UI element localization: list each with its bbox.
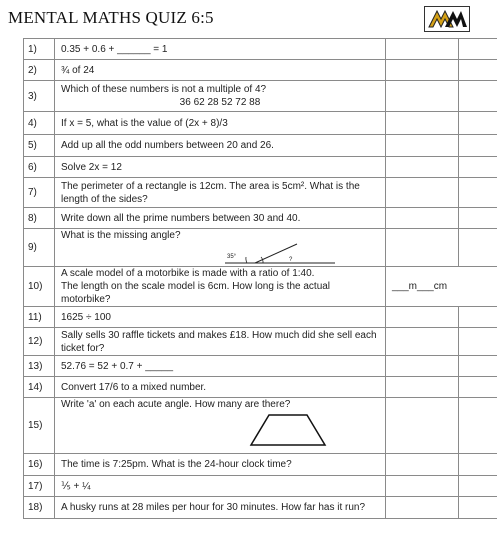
answer-cell[interactable]	[386, 307, 459, 328]
table-row	[24, 60, 497, 81]
question-number: 5)	[24, 135, 55, 157]
table-row	[24, 208, 497, 229]
question-number: 6)	[24, 157, 55, 178]
answer-cell[interactable]	[386, 178, 459, 208]
mark-cell[interactable]	[459, 178, 497, 208]
mark-cell[interactable]	[459, 307, 497, 328]
mark-cell[interactable]	[459, 229, 497, 267]
table-row	[24, 157, 497, 178]
answer-cell[interactable]	[386, 81, 459, 112]
mark-cell[interactable]	[459, 157, 497, 178]
table-row	[24, 328, 497, 356]
mark-cell[interactable]	[459, 60, 497, 81]
missing-angle-label: ?	[289, 257, 293, 263]
question-text: ¾ of 24	[55, 60, 386, 81]
question-number: 11)	[24, 307, 55, 328]
question-text: The time is 7:25pm. What is the 24-hour clock time?	[55, 454, 386, 476]
question-text: Add up all the odd numbers between 20 and 26.	[55, 135, 386, 157]
question-text: 52.76 = 52 + 0.7 + _____	[55, 356, 386, 377]
table-row	[24, 454, 497, 476]
table-row	[24, 39, 497, 60]
question-cell	[55, 81, 386, 112]
table-row	[24, 476, 497, 497]
answer-cell[interactable]	[386, 497, 459, 519]
question-number: 18)	[24, 497, 55, 519]
question-text: Convert 17/6 to a mixed number.	[55, 377, 386, 398]
question-cell	[55, 229, 386, 267]
table-row	[24, 356, 497, 377]
mark-cell[interactable]	[459, 356, 497, 377]
mark-cell[interactable]	[459, 39, 497, 60]
mark-cell[interactable]	[459, 377, 497, 398]
table-row	[24, 377, 497, 398]
table-row	[24, 497, 497, 519]
mark-cell[interactable]	[459, 398, 497, 454]
question-text: 0.35 + 0.6 + ______ = 1	[55, 39, 386, 60]
question-number: 15)	[24, 398, 55, 454]
question-text: Write 'a' on each acute angle. How many are there?	[61, 399, 291, 410]
question-text: ⅕ + ¼	[55, 476, 386, 497]
answer-cell[interactable]: ___m___cm	[386, 267, 497, 307]
answer-cell[interactable]	[386, 476, 459, 497]
question-text-2: The length on the scale model is 6cm. How long is the actual motorbike?	[61, 281, 331, 305]
question-number: 2)	[24, 60, 55, 81]
answer-cell[interactable]	[386, 229, 459, 267]
logo-mm-icon	[424, 6, 470, 32]
table-row	[24, 398, 497, 454]
mark-cell[interactable]	[459, 208, 497, 229]
angle-arc	[246, 257, 247, 263]
question-cell	[55, 398, 386, 454]
question-number: 13)	[24, 356, 55, 377]
question-number: 1)	[24, 39, 55, 60]
question-number: 17)	[24, 476, 55, 497]
question-number: 3)	[24, 81, 55, 112]
table-row	[24, 307, 497, 328]
answer-cell[interactable]	[386, 356, 459, 377]
table-row	[24, 135, 497, 157]
question-text: A scale model of a motorbike is made with a ratio of 1:40.	[61, 268, 315, 279]
question-text: The perimeter of a rectangle is 12cm. The area is 5cm². What is the length of the sides?	[55, 178, 386, 208]
mark-cell[interactable]	[459, 112, 497, 135]
answer-cell[interactable]	[386, 60, 459, 81]
question-text: Sally sells 30 raffle tickets and makes £18. How much did she sell each ticket for?	[55, 328, 386, 356]
question-number: 16)	[24, 454, 55, 476]
table-row	[24, 112, 497, 135]
trapezium-shape	[251, 415, 325, 445]
answer-cell[interactable]	[386, 377, 459, 398]
trapezium-diagram	[249, 411, 329, 449]
quiz-table	[23, 38, 497, 519]
answer-cell[interactable]	[386, 39, 459, 60]
mark-cell[interactable]	[459, 328, 497, 356]
table-row	[24, 229, 497, 267]
question-text: Solve 2x = 12	[55, 157, 386, 178]
mark-cell[interactable]	[459, 454, 497, 476]
question-number: 7)	[24, 178, 55, 208]
question-number: 9)	[24, 229, 55, 267]
question-text: What is the missing angle?	[61, 230, 181, 241]
question-number: 8)	[24, 208, 55, 229]
mark-cell[interactable]	[459, 81, 497, 112]
table-row	[24, 267, 497, 307]
question-cell	[55, 267, 386, 307]
answer-cell[interactable]	[386, 112, 459, 135]
question-number: 14)	[24, 377, 55, 398]
answer-cell[interactable]	[386, 454, 459, 476]
mark-cell[interactable]	[459, 135, 497, 157]
answer-cell[interactable]	[386, 398, 459, 454]
mark-cell[interactable]	[459, 497, 497, 519]
angle-label: 35°	[227, 254, 237, 260]
number-list: 36 62 28 52 72 88	[179, 97, 261, 108]
question-text: 1625 ÷ 100	[55, 307, 386, 328]
table-row	[24, 178, 497, 208]
question-text: A husky runs at 28 miles per hour for 30 minutes. How far has it run?	[55, 497, 386, 519]
question-number: 10)	[24, 267, 55, 307]
answer-cell[interactable]	[386, 328, 459, 356]
mark-cell[interactable]	[459, 476, 497, 497]
question-text: Which of these numbers is not a multiple of 4?	[61, 84, 267, 95]
table-row	[24, 81, 497, 112]
page-title: MENTAL MATHS QUIZ 6:5	[8, 8, 214, 27]
answer-cell[interactable]	[386, 208, 459, 229]
answer-cell[interactable]	[386, 135, 459, 157]
question-number: 4)	[24, 112, 55, 135]
angle-diagram	[219, 242, 339, 266]
question-text: Write down all the prime numbers between 30 and 40.	[55, 208, 386, 229]
answer-cell[interactable]	[386, 157, 459, 178]
question-text: If x = 5, what is the value of (2x + 8)/3	[55, 112, 386, 135]
question-number: 12)	[24, 328, 55, 356]
